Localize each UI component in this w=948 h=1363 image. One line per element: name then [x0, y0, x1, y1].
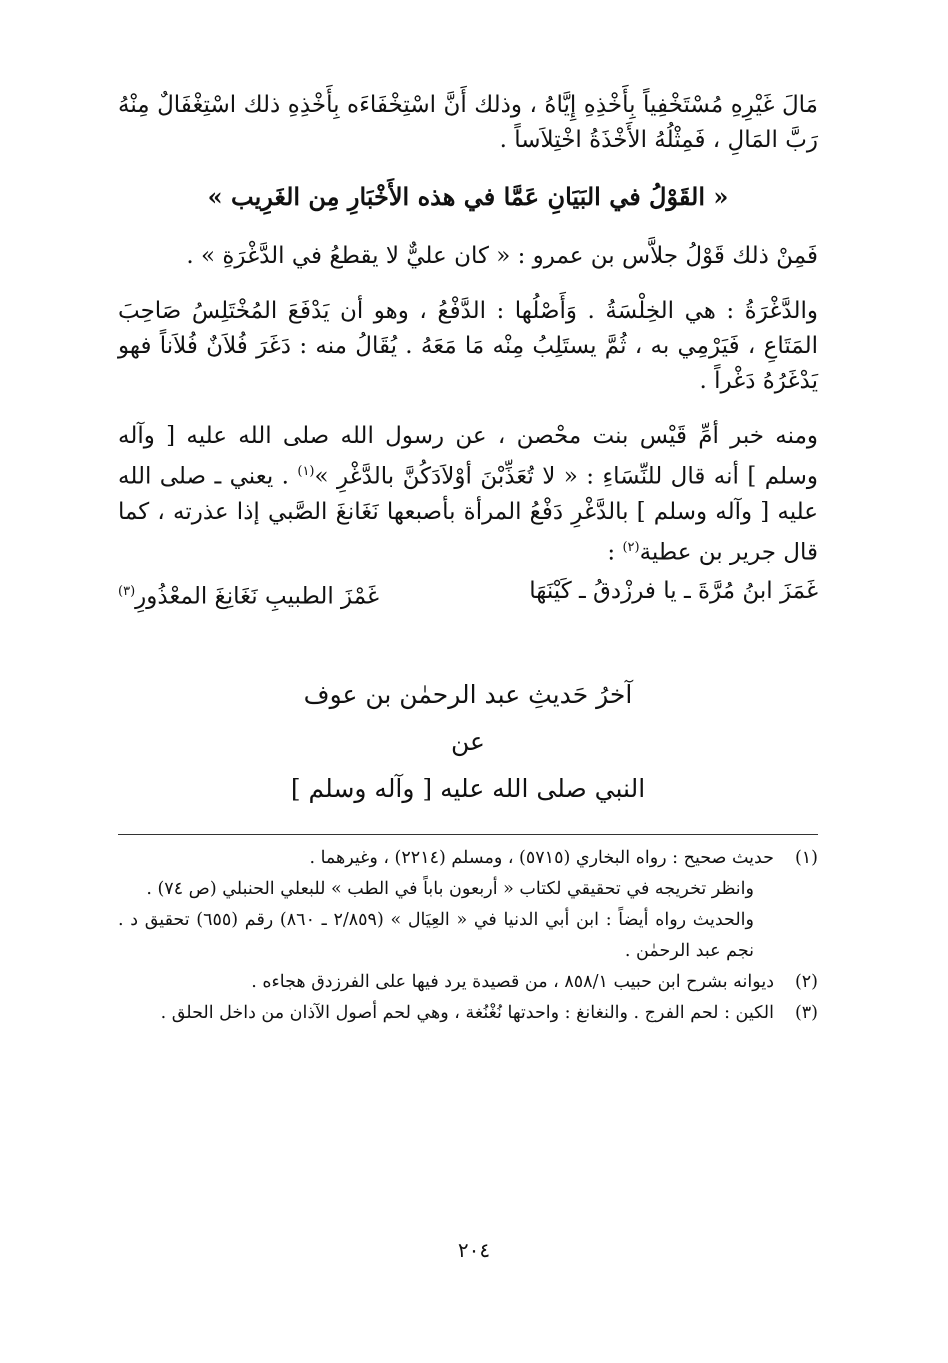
- footnote-3-number: (٣): [794, 1002, 818, 1023]
- poem-second-hemistich: غَمْزَ الطبيبِ نَغَانِغَ المعْذُورِ: [135, 583, 380, 610]
- chapter-end-line-1: آخرُ حَديثِ عبد الرحمٰن بن عوف: [303, 679, 633, 709]
- chapter-end: [118, 671, 818, 812]
- chapter-end-line-3: النبي صلى الله عليه [ وآله وسلم ]: [290, 773, 646, 803]
- page-content: [118, 88, 818, 1029]
- footnote-divider: [118, 834, 818, 835]
- footnote-3-text: الكين : لحم الفرج . والنغانغ : واحدتها نُغْنُغة ، وهي لحم أصول الآذان من داخل الحلق .: [160, 1002, 774, 1023]
- footnote-1-number: (١): [794, 847, 818, 868]
- paragraph-4-part-a: ومنه خبر أمِّ قَيْس بنت محْصن ، عن رسول الله صلى الله عليه [ وآله وسلم ] أنه قال للنِّسَاءِ : « لا تُعَذِّبْنَ أوْلاَدَكُنَّ بالدَّغْرِ »: [118, 423, 818, 490]
- footnote-1: [118, 843, 818, 874]
- paragraph-1: مَالَ غَيْرِهِ مُسْتَخْفِياً بِأَخْذِهِ إِيَّاهُ ، وذلك أَنَّ اسْتِخْفَاءَه بِأَخْذِهِ ذلك اسْتِغْفَالٌ مِنْهُ رَبَّ المَالِ ، فَمِثْلُهُ الأَخْذَةُ اخْتِلاَساً .: [118, 92, 818, 153]
- footnote-ref-2: (٢): [622, 539, 640, 555]
- chapter-end-line-2: عن: [451, 726, 485, 756]
- footnote-2-number: (٢): [794, 971, 818, 992]
- footnote-2: [118, 967, 818, 998]
- footnote-1-text: حديث صحيح : رواه البخاري (٥٧١٥) ، ومسلم (٢٢١٤) ، وغيرهما .: [309, 847, 774, 868]
- paragraph-3: والدَّغْرَةُ : هي الخِلْسَةُ . وَأَصْلُها : الدَّفْعُ ، وهو أن يَدْفَعَ المُخْتَلِسُ صَاحِبَ المَتَاعِ ، فَيَرْمِي به ، ثُمَّ يستَلِبُ مِنْه مَا مَعَهُ . يُقَالُ منه : دَغَرَ فُلاَنٌ فُلاَناً فهو يَدْغَرُهُ دَغْراً .: [118, 298, 818, 394]
- paragraph-4-part-c: :: [607, 539, 623, 566]
- page-number: ٢٠٤: [457, 1238, 491, 1262]
- poem-verse: [118, 574, 818, 615]
- footnote-2-text: ديوانه بشرح ابن حبيب ٨٥٨/١ ، من قصيدة يرد فيها على الفرزدق هجاءه .: [251, 971, 774, 992]
- poem-first-hemistich: غَمَزَ ابنُ مُرَّةَ ـ يا فرزْدقُ ـ كَيْنَهَا: [529, 578, 818, 605]
- footnote-3: [118, 998, 818, 1029]
- paragraph-4: [118, 419, 818, 570]
- section-heading: « القَوْلُ في البَيَانِ عَمَّا في هذه الأَخْبَارِ مِن الغَرِيب »: [207, 182, 729, 211]
- poem-second-hemistich-wrap: [118, 574, 379, 615]
- paragraph-2: فَمِنْ ذلك قَوْلُ جلاَّس بن عمرو : « كان عليٌّ لا يقطعُ في الدَّغْرَةِ » .: [186, 243, 818, 269]
- footnote-ref-3: (٣): [118, 584, 136, 600]
- footnote-1-line-2: وانظر تخريجه في تحقيقي لكتاب « أربعون باباً في الطب » للبعلي الحنبلي (ص ٧٤) .: [146, 878, 754, 899]
- footnotes: [118, 843, 818, 1029]
- paragraph-4-part-b: . يعني ـ صلى الله عليه [ وآله وسلم ] بالدَّغْرِ دَفْعُ المرأة بأصبعها نَغَانغَ الصَّبي إذا عذرته ، كما قال جرير بن عطية: [118, 463, 818, 566]
- footnote-1-line-3: والحديث رواه أيضاً : ابن أبي الدنيا في « العِيَال » (٢/٨٥٩ ـ ٨٦٠) رقم (٦٥٥) تحقيق د . نجم عبد الرحمٰن .: [118, 909, 754, 961]
- footnote-ref-1: (١): [297, 464, 315, 479]
